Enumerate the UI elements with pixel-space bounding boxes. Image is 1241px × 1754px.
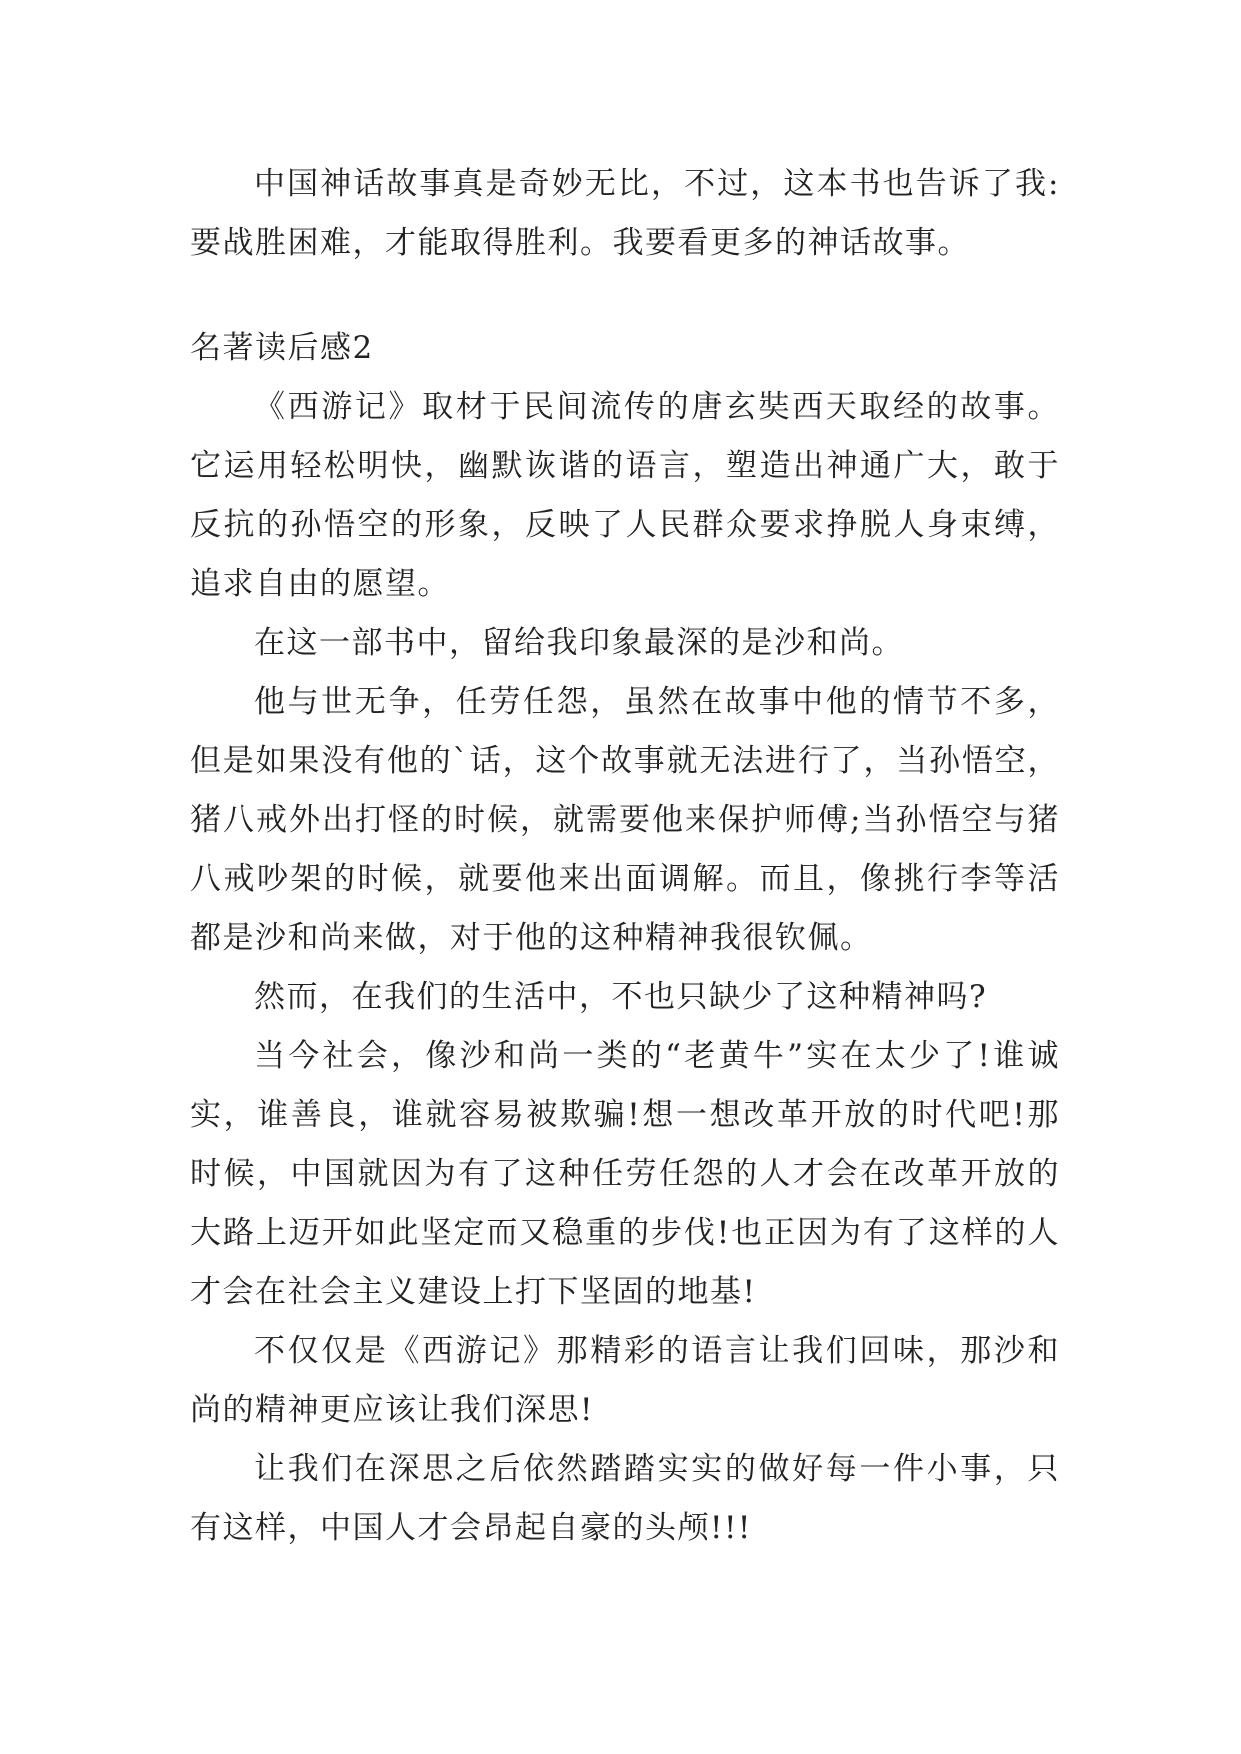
intro-paragraph: 中国神话故事真是奇妙无比，不过，这本书也告诉了我:要战胜困难，才能取得胜利。我要看更多的神话故事。 [190, 166, 1060, 261]
section-title: 名著读后感2 [190, 330, 374, 366]
document-body [190, 155, 1060, 1558]
body-paragraph-3: 他与世无争，任劳任怨，虽然在故事中他的情节不多，但是如果没有他的`话，这个故事就无法进行了，当孙悟空，猪八戒外出打怪的时候，就需要他来保护师傅;当孙悟空与猪八戒吵架的时候，就要他来出面调解。而且，像挑行李等活都是沙和尚来做，对于他的这种精神我很钦佩。 [190, 684, 1060, 956]
body-paragraph-4: 然而，在我们的生活中，不也只缺少了这种精神吗? [254, 979, 988, 1015]
body-paragraph-2: 在这一部书中，留给我印象最深的是沙和尚。 [254, 625, 904, 661]
body-paragraph-6: 不仅仅是《西游记》那精彩的语言让我们回味，那沙和尚的精神更应该让我们深思! [190, 1333, 1060, 1428]
body-paragraph-7: 让我们在深思之后依然踏踏实实的做好每一件小事，只有这样，中国人才会昂起自豪的头颅!!! [190, 1451, 1060, 1546]
body-paragraph-1: 《西游记》取材于民间流传的唐玄奘西天取经的故事。它运用轻松明快，幽默诙谐的语言，塑造出神通广大，敢于反抗的孙悟空的形象，反映了人民群众要求挣脱人身束缚，追求自由的愿望。 [190, 389, 1060, 602]
body-paragraph-5: 当今社会，像沙和尚一类的“老黄牛”实在太少了!谁诚实，谁善良，谁就容易被欺骗!想一想改革开放的时代吧!那时候，中国就因为有了这种任劳任怨的人才会在改革开放的大路上迈开如此坚定而又稳重的步伐!也正因为有了这样的人才会在社会主义建设上打下坚固的地基! [190, 1038, 1060, 1310]
